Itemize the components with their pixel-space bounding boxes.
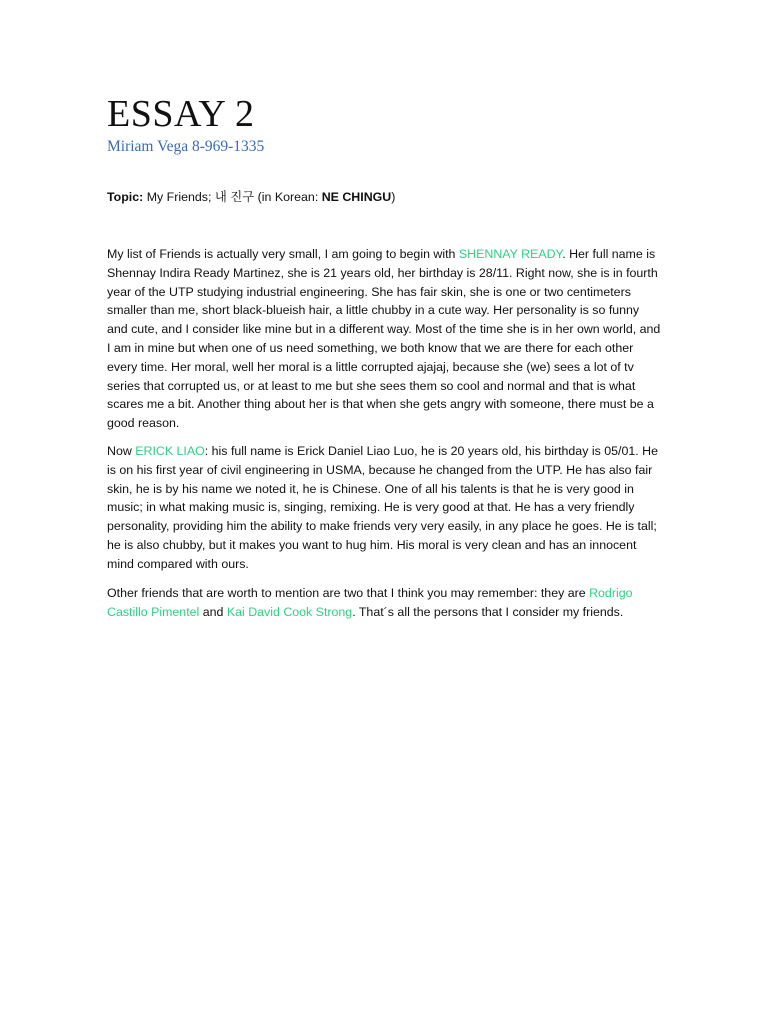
topic-label: Topic: bbox=[107, 190, 144, 204]
paragraph-text: . Her full name is Shennay Indira Ready Martinez, she is 21 years old, her birthday is 28/11. Right now, she is in fourth year of the UTP studying industrial engineering. She has fair skin, she is one or two centimeters smaller than me, short black-blueish hair, a little chubby in a cute way. Her personality is so funny and cute, and I consider like mine but in a different way. Most of the time she is in her own world, and I am in mine but when one of us need something, we both know that we are there for each other every time. Her moral, well her moral is a little corrupted ajajaj, because she (we) sees a lot of tv series that corrupted us, or at least to me but she sees them so cool and normal and that is what scares me a bit. Another thing about her is that when she gets angry with someone, there must be a good reason. bbox=[107, 247, 661, 431]
paragraph-other-friends bbox=[107, 584, 663, 622]
friend-name-highlight: SHENNAY READY bbox=[458, 247, 563, 261]
paragraph-text: and bbox=[199, 604, 227, 619]
paragraph-shennay bbox=[107, 245, 663, 433]
author-line: Miriam Vega 8-969-1335 bbox=[107, 138, 265, 155]
paragraph-text: . That´s all the persons that I consider my friends. bbox=[352, 604, 624, 619]
topic-close: ) bbox=[391, 190, 396, 204]
paragraph-erick bbox=[107, 442, 663, 574]
paragraph-text: : his full name is Erick Daniel Liao Luo, he is 20 years old, his birthday is 05/01. He is on his first year of civil engineering in USMA, because he changed from the UTP. He has also fair skin, he is by his name we noted it, he is Chinese. One of all his talents is that he is very good in music; in what making music is, singing, remixing. He is very good at that. He has a very friendly personality, providing him the ability to make friends very very easily, in any place he goes. He is tall; he is also chubby, but it makes you want to hug him. His moral is very clean and has an innocent mind compared with ours. bbox=[107, 444, 658, 571]
friend-name-highlight: Rodrigo Castillo Pimentel bbox=[107, 586, 633, 619]
topic-line bbox=[107, 188, 395, 207]
friend-name-highlight: Kai David Cook Strong bbox=[226, 604, 353, 619]
topic-text: My Friends; 내 진구 (in Korean: bbox=[143, 190, 322, 204]
topic-korean-romanized: NE CHINGU bbox=[321, 190, 392, 204]
paragraph-text: Now bbox=[107, 444, 136, 458]
paragraph-text: Other friends that are worth to mention are two that I think you may remember: they are bbox=[107, 586, 590, 600]
friend-name-highlight: ERICK LIAO bbox=[135, 444, 205, 458]
paragraph-text: My list of Friends is actually very small, I am going to begin with bbox=[107, 247, 459, 261]
essay-title: ESSAY 2 bbox=[107, 93, 255, 135]
